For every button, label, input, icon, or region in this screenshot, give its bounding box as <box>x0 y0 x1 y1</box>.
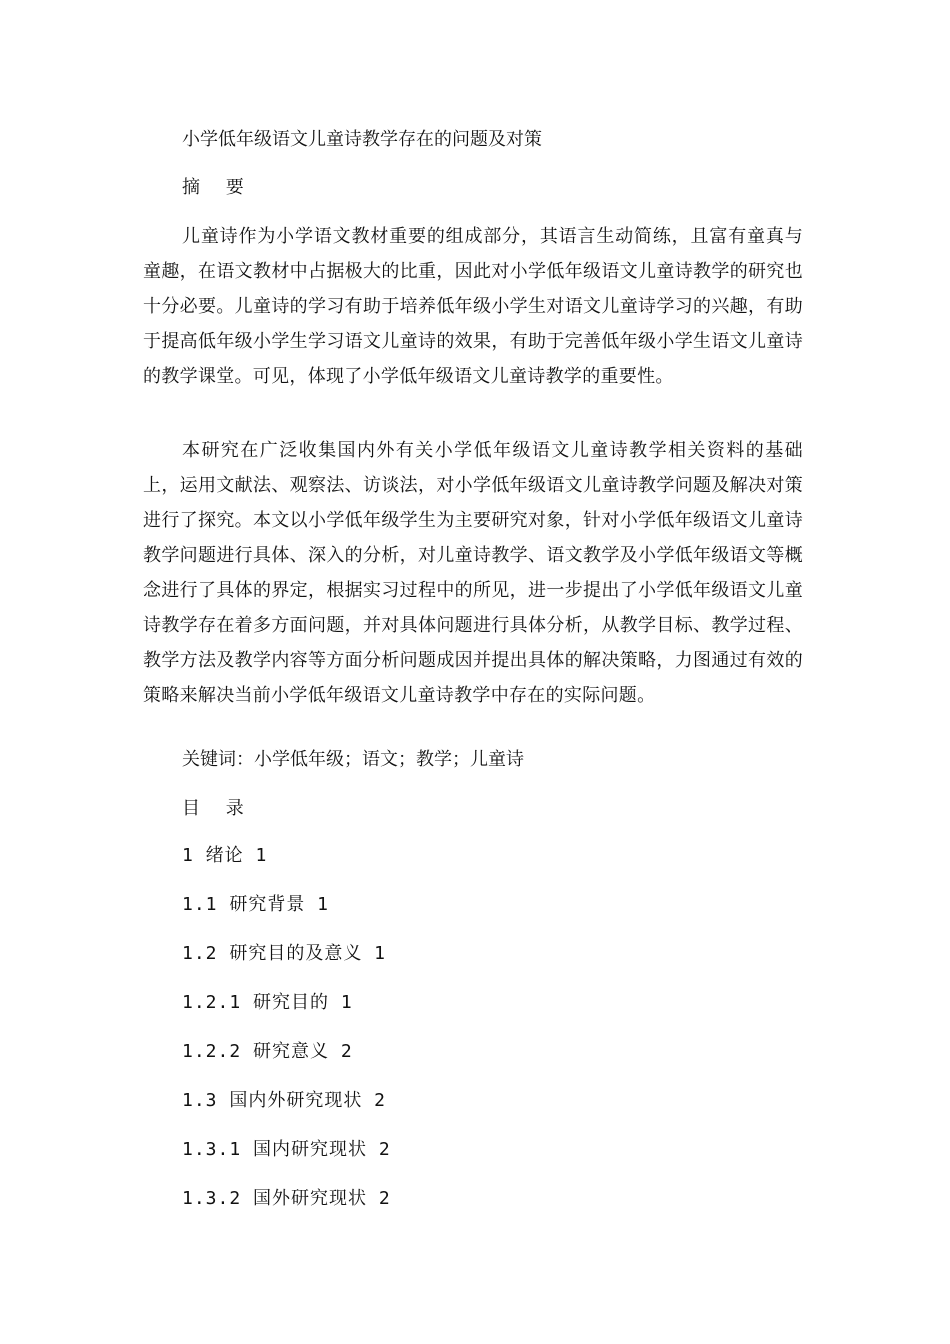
toc-item: 1.1 研究背景 1 <box>182 894 330 915</box>
abstract-paragraph: 儿童诗作为小学语文教材重要的组成部分，其语言生动简练，且富有童真与童趣，在语文教材中占据极大的比重，因此对小学低年级语文儿童诗教学的研究也十分必要。儿童诗的学习有助于培养低年级小学生对语文儿童诗学习的兴趣，有助于提高低年级小学生学习语文儿童诗的效果，有助于完善低年级小学生语文儿童诗的教学课堂。可见，体现了小学低年级语文儿童诗教学的重要性。 <box>143 226 803 387</box>
toc-heading: 目 录 <box>182 798 254 819</box>
toc-item: 1 绪论 1 <box>182 845 268 866</box>
keywords-line: 关键词：小学低年级；语文；教学；儿童诗 <box>182 749 524 770</box>
abstract-heading: 摘 要 <box>182 177 254 198</box>
toc-item: 1.3 国内外研究现状 2 <box>182 1090 387 1111</box>
toc-item: 1.2.2 研究意义 2 <box>182 1041 353 1062</box>
toc-item: 1.3.1 国内研究现状 2 <box>182 1139 391 1160</box>
abstract-paragraph: 本研究在广泛收集国内外有关小学低年级语文儿童诗教学相关资料的基础上，运用文献法、观察法、访谈法，对小学低年级语文儿童诗教学问题及解决对策进行了探究。本文以小学低年级学生为主要研究对象，针对小学低年级语文儿童诗教学问题进行具体、深入的分析，对儿童诗教学、语文教学及小学低年级语文等概念进行了具体的界定，根据实习过程中的所见，进一步提出了小学低年级语文儿童诗教学存在着多方面问题，并对具体问题进行具体分析，从教学目标、教学过程、教学方法及教学内容等方面分析问题成因并提出具体的解决策略，力图通过有效的策略来解决当前小学低年级语文儿童诗教学中存在的实际问题。 <box>143 440 803 706</box>
toc-item: 1.3.2 国外研究现状 2 <box>182 1188 391 1209</box>
document-title: 小学低年级语文儿童诗教学存在的问题及对策 <box>182 129 542 150</box>
table-of-contents <box>182 842 391 1234</box>
toc-item: 1.2.1 研究目的 1 <box>182 992 353 1013</box>
toc-item: 1.2 研究目的及意义 1 <box>182 943 387 964</box>
